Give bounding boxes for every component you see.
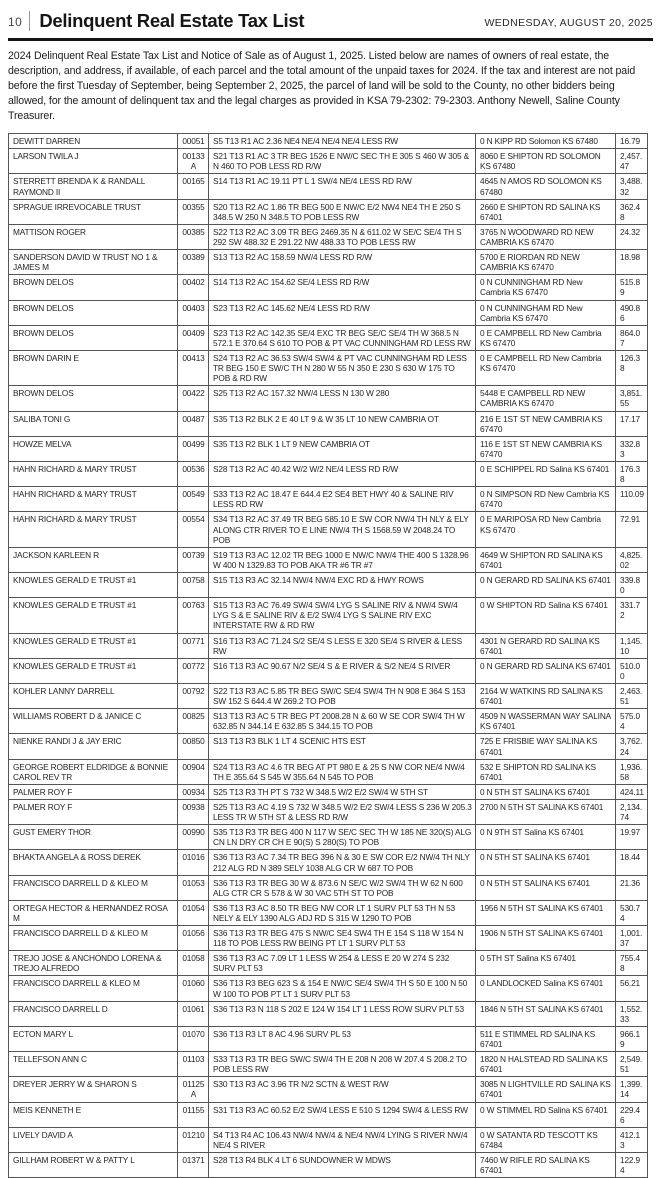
legal-description-cell: S25 T13 R3 AC 4.19 S 732 W 348.5 W/2 E/2 SW/4 LESS S 236 W 205.3 LESS TR W 5TH ST & LESS RD R/W bbox=[209, 799, 476, 824]
legal-description-cell: S23 T13 R2 AC 145.62 NE/4 LESS RD R/W bbox=[209, 300, 476, 325]
tax-amount-cell: 412.13 bbox=[616, 1127, 648, 1152]
owner-name-cell: MEIS KENNETH E bbox=[9, 1102, 178, 1127]
property-address-cell: 0 N 9TH ST Salina KS 67401 bbox=[476, 825, 616, 850]
tax-amount-cell: 515.89 bbox=[616, 275, 648, 300]
legal-description-cell: S14 T13 R2 AC 154.62 SE/4 LESS RD R/W bbox=[209, 275, 476, 300]
table-row bbox=[9, 572, 648, 597]
owner-name-cell: STERRETT BRENDA K & RANDALL RAYMOND II bbox=[9, 174, 178, 199]
owner-name-cell: TREJO JOSE & ANCHONDO LORENA & TREJO ALFREDO bbox=[9, 951, 178, 976]
tax-amount-cell: 339.80 bbox=[616, 572, 648, 597]
delinquent-tax-table bbox=[8, 133, 648, 1178]
parcel-number-cell: 00413 bbox=[178, 351, 209, 386]
parcel-number-cell: 00850 bbox=[178, 734, 209, 759]
legal-description-cell: S36 T13 R3 AC 8.50 TR BEG NW COR LT 1 SURV PLT 53 TH N 53 NELY & ELY 1390 ALG ADJ RD S 315 W 1290 TO POB bbox=[209, 900, 476, 925]
property-address-cell: 0 N 5TH ST SALINA KS 67401 bbox=[476, 850, 616, 875]
legal-description-cell: S13 T13 R3 BLK 1 LT 4 SCENIC HTS EST bbox=[209, 734, 476, 759]
owner-name-cell: BHAKTA ANGELA & ROSS DEREK bbox=[9, 850, 178, 875]
parcel-number-cell: 01054 bbox=[178, 900, 209, 925]
parcel-number-cell: 00904 bbox=[178, 759, 209, 784]
owner-name-cell: LARSON TWILA J bbox=[9, 149, 178, 174]
owner-name-cell: DEWITT DARREN bbox=[9, 134, 178, 149]
property-address-cell: 0 5TH ST Salina KS 67401 bbox=[476, 951, 616, 976]
owner-name-cell: SALIBA TONI G bbox=[9, 411, 178, 436]
table-row bbox=[9, 224, 648, 249]
tax-amount-cell: 1,552.33 bbox=[616, 1001, 648, 1026]
legal-description-cell: S4 T13 R4 AC 106.43 NW/4 NW/4 & NE/4 NW/4 LYING S RIVER NW/4 NE/4 S RIVER bbox=[209, 1127, 476, 1152]
legal-description-cell: S28 T13 R4 BLK 4 LT 6 SUNDOWNER W MDWS bbox=[209, 1153, 476, 1178]
masthead bbox=[8, 6, 653, 38]
parcel-number-cell: 01371 bbox=[178, 1153, 209, 1178]
owner-name-cell: BROWN DELOS bbox=[9, 275, 178, 300]
parcel-number-cell: 00409 bbox=[178, 325, 209, 350]
parcel-number-cell: 01070 bbox=[178, 1026, 209, 1051]
legal-description-cell: S35 T13 R2 BLK 2 E 40 LT 9 & W 35 LT 10 NEW CAMBRIA OT bbox=[209, 411, 476, 436]
tax-amount-cell: 56.21 bbox=[616, 976, 648, 1001]
legal-description-cell: S34 T13 R2 AC 37.49 TR BEG 585.10 E SW COR NW/4 TH NLY & ELY ALONG CTR RIVER TO E LINE NW/4 TH S 1568.59 W 2048.24 TO POB bbox=[209, 512, 476, 547]
table-row bbox=[9, 436, 648, 461]
owner-name-cell: FRANCISCO DARRELL & KLEO M bbox=[9, 976, 178, 1001]
notice-intro-paragraph: 2024 Delinquent Real Estate Tax List and Notice of Sale as of August 1, 2025. Listed below are names of owners of real estate, the description, and address, if available, of each parcel and the total amount of the unpaid taxes for 2024. If the tax and interest are not paid before the first Tuesday of September, being September 2, 2025, the parcel of land will be sold to the County, no other bidders being allowed, for the amount of delinquent tax and the legal charges as provided in KSA 79-2302: 79-2303. Anthony Newell, Saline County Treasurer. bbox=[8, 50, 636, 123]
property-address-cell: 2164 W WATKINS RD SALINA KS 67401 bbox=[476, 683, 616, 708]
table-row bbox=[9, 850, 648, 875]
owner-name-cell: HAHN RICHARD & MARY TRUST bbox=[9, 487, 178, 512]
table-row bbox=[9, 759, 648, 784]
legal-description-cell: S28 T13 R2 AC 40.42 W/2 W/2 NE/4 LESS RD R/W bbox=[209, 462, 476, 487]
parcel-number-cell: 00771 bbox=[178, 633, 209, 658]
parcel-number-cell: 01060 bbox=[178, 976, 209, 1001]
legal-description-cell: S21 T13 R1 AC 3 TR BEG 1526 E NW/C SEC TH E 305 S 460 W 305 & N 460 TO POB LESS RD R/W bbox=[209, 149, 476, 174]
legal-description-cell: S13 T13 R3 AC 5 TR BEG PT 2008.28 N & 60 W SE COR SW/4 TH W 632.85 N 344.14 E 632.85 S 344.15 TO POB bbox=[209, 709, 476, 734]
legal-description-cell: S16 T13 R3 AC 90.67 N/2 SE/4 S & E RIVER & S/2 NE/4 S RIVER bbox=[209, 658, 476, 683]
legal-description-cell: S13 T13 R2 AC 158.59 NW/4 LESS RD R/W bbox=[209, 250, 476, 275]
legal-description-cell: S30 T13 R3 AC 3.96 TR N/2 SCTN & WEST R/W bbox=[209, 1077, 476, 1102]
property-address-cell: 0 LANDLOCKED Salina KS 67401 bbox=[476, 976, 616, 1001]
table-row bbox=[9, 709, 648, 734]
parcel-number-cell: 00355 bbox=[178, 199, 209, 224]
parcel-number-cell: 00536 bbox=[178, 462, 209, 487]
parcel-number-cell: 01125A bbox=[178, 1077, 209, 1102]
owner-name-cell: HAHN RICHARD & MARY TRUST bbox=[9, 512, 178, 547]
table-row bbox=[9, 784, 648, 799]
table-row bbox=[9, 1102, 648, 1127]
owner-name-cell: BROWN DELOS bbox=[9, 386, 178, 411]
masthead-divider bbox=[29, 11, 30, 31]
page-number: 10 bbox=[8, 15, 23, 29]
property-address-cell: 0 N GERARD RD SALINA KS 67401 bbox=[476, 572, 616, 597]
tax-amount-cell: 755.48 bbox=[616, 951, 648, 976]
legal-description-cell: S25 T13 R2 AC 157.32 NW/4 LESS N 130 W 280 bbox=[209, 386, 476, 411]
property-address-cell: 116 E 1ST ST NEW CAMBRIA KS 67470 bbox=[476, 436, 616, 461]
tax-amount-cell: 2,549.51 bbox=[616, 1052, 648, 1077]
publication-date: WEDNESDAY, AUGUST 20, 2025 bbox=[484, 17, 653, 29]
owner-name-cell: FRANCISCO DARRELL D bbox=[9, 1001, 178, 1026]
tax-amount-cell: 122.94 bbox=[616, 1153, 648, 1178]
legal-description-cell: S19 T13 R3 AC 12.02 TR BEG 1000 E NW/C NW/4 THE 400 S 1328.96 W 400 N 1329.83 TO POB AKA TR #6 TR #7 bbox=[209, 547, 476, 572]
legal-description-cell: S15 T13 R3 AC 32.14 NW/4 NW/4 EXC RD & HWY ROWS bbox=[209, 572, 476, 597]
tax-amount-cell: 3,488.32 bbox=[616, 174, 648, 199]
tax-amount-cell: 2,134.74 bbox=[616, 799, 648, 824]
parcel-number-cell: 00825 bbox=[178, 709, 209, 734]
table-row bbox=[9, 1127, 648, 1152]
owner-name-cell: GUST EMERY THOR bbox=[9, 825, 178, 850]
tax-amount-cell: 3,762.24 bbox=[616, 734, 648, 759]
parcel-number-cell: 00133A bbox=[178, 149, 209, 174]
parcel-number-cell: 00402 bbox=[178, 275, 209, 300]
property-address-cell: 0 E CAMPBELL RD New Cambria KS 67470 bbox=[476, 325, 616, 350]
property-address-cell: 0 W STIMMEL RD Salina KS 67401 bbox=[476, 1102, 616, 1127]
table-row bbox=[9, 547, 648, 572]
property-address-cell: 0 N CUNNINGHAM RD New Cambria KS 67470 bbox=[476, 300, 616, 325]
parcel-number-cell: 00763 bbox=[178, 598, 209, 633]
table-row bbox=[9, 462, 648, 487]
property-address-cell: 4645 N AMOS RD SOLOMON KS 67480 bbox=[476, 174, 616, 199]
legal-description-cell: S24 T13 R3 AC 4.6 TR BEG AT PT 980 E & 25 S NW COR NE/4 NW/4 TH E 355.64 S 545 W 355.64 N 545 TO POB bbox=[209, 759, 476, 784]
table-row bbox=[9, 598, 648, 633]
tax-amount-cell: 2,463.51 bbox=[616, 683, 648, 708]
table-row bbox=[9, 300, 648, 325]
property-address-cell: 2700 N 5TH ST SALINA KS 67401 bbox=[476, 799, 616, 824]
owner-name-cell: PALMER ROY F bbox=[9, 784, 178, 799]
legal-description-cell: S24 T13 R2 AC 36.53 SW/4 SW/4 & PT VAC CUNNINGHAM RD LESS TR BEG 150 E SW/C TH N 280 W 55 N 350 E 230 S 630 W 175 TO POB & RD RW bbox=[209, 351, 476, 386]
tax-amount-cell: 1,145.10 bbox=[616, 633, 648, 658]
tax-amount-cell: 110.09 bbox=[616, 487, 648, 512]
table-row bbox=[9, 734, 648, 759]
table-row bbox=[9, 1052, 648, 1077]
property-address-cell: 0 W SHIPTON RD Salina KS 67401 bbox=[476, 598, 616, 633]
owner-name-cell: WILLIAMS ROBERT D & JANICE C bbox=[9, 709, 178, 734]
legal-description-cell: S16 T13 R3 AC 71.24 S/2 SE/4 S LESS E 320 SE/4 S RIVER & LESS RW bbox=[209, 633, 476, 658]
owner-name-cell: ECTON MARY L bbox=[9, 1026, 178, 1051]
owner-name-cell: TELLEFSON ANN C bbox=[9, 1052, 178, 1077]
table-row bbox=[9, 1153, 648, 1178]
table-row bbox=[9, 900, 648, 925]
parcel-number-cell: 01061 bbox=[178, 1001, 209, 1026]
owner-name-cell: SPRAGUE IRREVOCABLE TRUST bbox=[9, 199, 178, 224]
legal-description-cell: S36 T13 R3 AC 7.34 TR BEG 396 N & 30 E SW COR E/2 NW/4 TH NLY 212 ALG RD N 389 SELY 1038 ALG CR W 687 TO POB bbox=[209, 850, 476, 875]
property-address-cell: 1846 N 5TH ST SALINA KS 67401 bbox=[476, 1001, 616, 1026]
owner-name-cell: DREYER JERRY W & SHARON S bbox=[9, 1077, 178, 1102]
legal-description-cell: S35 T13 R2 BLK 1 LT 9 NEW CAMBRIA OT bbox=[209, 436, 476, 461]
property-address-cell: 216 E 1ST ST NEW CAMBRIA KS 67470 bbox=[476, 411, 616, 436]
tax-table-body bbox=[9, 134, 648, 1178]
tax-amount-cell: 530.74 bbox=[616, 900, 648, 925]
legal-description-cell: S36 T13 R3 BEG 623 S & 154 E NW/C SE/4 SW/4 TH S 50 E 100 N 50 W 100 TO POB PT LT 1 SURV PLT 53 bbox=[209, 976, 476, 1001]
tax-amount-cell: 490.86 bbox=[616, 300, 648, 325]
parcel-number-cell: 00938 bbox=[178, 799, 209, 824]
property-address-cell: 3085 N LIGHTVILLE RD SALINA KS 67401 bbox=[476, 1077, 616, 1102]
parcel-number-cell: 01058 bbox=[178, 951, 209, 976]
tax-amount-cell: 575.04 bbox=[616, 709, 648, 734]
table-row bbox=[9, 487, 648, 512]
owner-name-cell: KOHLER LANNY DARRELL bbox=[9, 683, 178, 708]
owner-name-cell: PALMER ROY F bbox=[9, 799, 178, 824]
tax-amount-cell: 17.17 bbox=[616, 411, 648, 436]
parcel-number-cell: 00499 bbox=[178, 436, 209, 461]
legal-description-cell: S36 T13 R3 TR BEG 30 W & 873.6 N SE/C W/2 SW/4 TH W 62 N 600 ALG CTR CR S 578 & W 30 VAC 5TH ST TO POB bbox=[209, 875, 476, 900]
parcel-number-cell: 00403 bbox=[178, 300, 209, 325]
legal-description-cell: S23 T13 R2 AC 142.35 SE/4 EXC TR BEG SE/C SE/4 TH W 368.5 N 572.1 E 370.64 S 610 TO POB & PT VAC CUNNINGHAM RD LESS RW bbox=[209, 325, 476, 350]
tax-amount-cell: 510.00 bbox=[616, 658, 648, 683]
table-row bbox=[9, 174, 648, 199]
property-address-cell: 511 E STIMMEL RD SALINA KS 67401 bbox=[476, 1026, 616, 1051]
parcel-number-cell: 00758 bbox=[178, 572, 209, 597]
property-address-cell: 8060 E SHIPTON RD SOLOMON KS 67480 bbox=[476, 149, 616, 174]
tax-amount-cell: 424.11 bbox=[616, 784, 648, 799]
masthead-rule bbox=[8, 38, 653, 41]
owner-name-cell: ORTEGA HECTOR & HERNANDEZ ROSA M bbox=[9, 900, 178, 925]
owner-name-cell: MATTISON ROGER bbox=[9, 224, 178, 249]
tax-amount-cell: 3,851.55 bbox=[616, 386, 648, 411]
owner-name-cell: HAHN RICHARD & MARY TRUST bbox=[9, 462, 178, 487]
table-row bbox=[9, 875, 648, 900]
property-address-cell: 2660 E SHIPTON RD SALINA KS 67401 bbox=[476, 199, 616, 224]
tax-amount-cell: 19.97 bbox=[616, 825, 648, 850]
table-row bbox=[9, 799, 648, 824]
property-address-cell: 1956 N 5TH ST SALINA KS 67401 bbox=[476, 900, 616, 925]
tax-amount-cell: 4,825.02 bbox=[616, 547, 648, 572]
owner-name-cell: BROWN DELOS bbox=[9, 325, 178, 350]
parcel-number-cell: 00165 bbox=[178, 174, 209, 199]
table-row bbox=[9, 134, 648, 149]
parcel-number-cell: 00554 bbox=[178, 512, 209, 547]
table-row bbox=[9, 825, 648, 850]
property-address-cell: 725 E FRISBIE WAY SALINA KS 67401 bbox=[476, 734, 616, 759]
parcel-number-cell: 00934 bbox=[178, 784, 209, 799]
owner-name-cell: FRANCISCO DARRELL D & KLEO M bbox=[9, 926, 178, 951]
tax-amount-cell: 126.38 bbox=[616, 351, 648, 386]
property-address-cell: 0 N 5TH ST SALINA KS 67401 bbox=[476, 875, 616, 900]
owner-name-cell: GILLHAM ROBERT W & PATTY L bbox=[9, 1153, 178, 1178]
property-address-cell: 4509 N WASSERMAN WAY SALINA KS 67401 bbox=[476, 709, 616, 734]
property-address-cell: 0 E SCHIPPEL RD Salina KS 67401 bbox=[476, 462, 616, 487]
owner-name-cell: NIENKE RANDI J & JAY ERIC bbox=[9, 734, 178, 759]
tax-amount-cell: 1,936.58 bbox=[616, 759, 648, 784]
parcel-number-cell: 00772 bbox=[178, 658, 209, 683]
legal-description-cell: S36 T13 R3 TR BEG 475 S NW/C SE4 SW4 TH E 154 S 118 W 154 N 118 TO POB LESS RW BEING PT LT 1 SURV PLT 53 bbox=[209, 926, 476, 951]
table-row bbox=[9, 386, 648, 411]
tax-amount-cell: 1,399.14 bbox=[616, 1077, 648, 1102]
table-row bbox=[9, 512, 648, 547]
property-address-cell: 0 N CUNNINGHAM RD New Cambria KS 67470 bbox=[476, 275, 616, 300]
owner-name-cell: LIVELY DAVID A bbox=[9, 1127, 178, 1152]
table-row bbox=[9, 976, 648, 1001]
parcel-number-cell: 00739 bbox=[178, 547, 209, 572]
owner-name-cell: KNOWLES GERALD E TRUST #1 bbox=[9, 598, 178, 633]
tax-amount-cell: 229.46 bbox=[616, 1102, 648, 1127]
tax-amount-cell: 2,457.47 bbox=[616, 149, 648, 174]
property-address-cell: 3765 N WOODWARD RD NEW CAMBRIA KS 67470 bbox=[476, 224, 616, 249]
parcel-number-cell: 00990 bbox=[178, 825, 209, 850]
tax-amount-cell: 362.48 bbox=[616, 199, 648, 224]
table-row bbox=[9, 683, 648, 708]
owner-name-cell: BROWN DARIN E bbox=[9, 351, 178, 386]
tax-amount-cell: 16.79 bbox=[616, 134, 648, 149]
owner-name-cell: FRANCISCO DARRELL D & KLEO M bbox=[9, 875, 178, 900]
owner-name-cell: JACKSON KARLEEN R bbox=[9, 547, 178, 572]
parcel-number-cell: 01155 bbox=[178, 1102, 209, 1127]
parcel-number-cell: 00051 bbox=[178, 134, 209, 149]
property-address-cell: 7460 W RIFLE RD SALINA KS 67401 bbox=[476, 1153, 616, 1178]
tax-amount-cell: 176.38 bbox=[616, 462, 648, 487]
property-address-cell: 0 N GERARD RD SALINA KS 67401 bbox=[476, 658, 616, 683]
owner-name-cell: GEORGE ROBERT ELDRIDGE & BONNIE CAROL REV TR bbox=[9, 759, 178, 784]
tax-amount-cell: 18.98 bbox=[616, 250, 648, 275]
property-address-cell: 1906 N 5TH ST SALINA KS 67401 bbox=[476, 926, 616, 951]
parcel-number-cell: 01056 bbox=[178, 926, 209, 951]
tax-amount-cell: 864.07 bbox=[616, 325, 648, 350]
tax-amount-cell: 24.32 bbox=[616, 224, 648, 249]
legal-description-cell: S33 T13 R3 TR BEG SW/C SW/4 TH E 208 N 208 W 207.4 S 208.2 TO POB LESS RW bbox=[209, 1052, 476, 1077]
legal-description-cell: S14 T13 R1 AC 19.11 PT L 1 SW/4 NE/4 LESS RD R/W bbox=[209, 174, 476, 199]
table-row bbox=[9, 149, 648, 174]
table-row bbox=[9, 633, 648, 658]
property-address-cell: 0 N SIMPSON RD New Cambria KS 67470 bbox=[476, 487, 616, 512]
parcel-number-cell: 00549 bbox=[178, 487, 209, 512]
legal-description-cell: S15 T13 R3 AC 76.49 SW/4 SW/4 LYG S SALINE RIV & NW/4 SW/4 LYG S & E SALINE RIV & E/2 SW/4 LYG S SALINE RIV EXC INTERSTATE RW & RD RW bbox=[209, 598, 476, 633]
owner-name-cell: BROWN DELOS bbox=[9, 300, 178, 325]
tax-amount-cell: 332.83 bbox=[616, 436, 648, 461]
parcel-number-cell: 01016 bbox=[178, 850, 209, 875]
legal-description-cell: S20 T13 R2 AC 1.86 TR BEG 500 E NW/C E/2 NW4 NE4 TH E 250 S 348.5 W 250 N 348.5 TO POB LESS RW bbox=[209, 199, 476, 224]
property-address-cell: 0 E CAMPBELL RD New Cambria KS 67470 bbox=[476, 351, 616, 386]
property-address-cell: 0 W SATANTA RD TESCOTT KS 67484 bbox=[476, 1127, 616, 1152]
owner-name-cell: SANDERSON DAVID W TRUST NO 1 & JAMES M bbox=[9, 250, 178, 275]
property-address-cell: 4301 N GERARD RD SALINA KS 67401 bbox=[476, 633, 616, 658]
table-row bbox=[9, 351, 648, 386]
page-title: Delinquent Real Estate Tax List bbox=[39, 10, 305, 31]
table-row bbox=[9, 951, 648, 976]
legal-description-cell: S25 T13 R3 TH PT S 732 W 348.5 W/2 E/2 SW/4 W 5TH ST bbox=[209, 784, 476, 799]
parcel-number-cell: 00792 bbox=[178, 683, 209, 708]
legal-description-cell: S33 T13 R2 AC 18.47 E 644.4 E2 SE4 BET HWY 40 & SALINE RIV LESS RD RW bbox=[209, 487, 476, 512]
parcel-number-cell: 00487 bbox=[178, 411, 209, 436]
property-address-cell: 0 N KIPP RD Solomon KS 67480 bbox=[476, 134, 616, 149]
legal-description-cell: S22 T13 R2 AC 3.09 TR BEG 2469.35 N & 611.02 W SE/C SE/4 TH S 292 SW 488.32 E 291.22 NW 488.33 TO POB LESS RW bbox=[209, 224, 476, 249]
table-row bbox=[9, 250, 648, 275]
table-row bbox=[9, 1077, 648, 1102]
tax-amount-cell: 72.91 bbox=[616, 512, 648, 547]
legal-description-cell: S22 T13 R3 AC 5.85 TR BEG SW/C SE/4 SW/4 TH N 908 E 364 S 153 SW 152 S 644.4 W 269.2 TO POB bbox=[209, 683, 476, 708]
legal-description-cell: S31 T13 R3 AC 60.52 E/2 SW/4 LESS E 510 S 1294 SW/4 & LESS RW bbox=[209, 1102, 476, 1127]
table-row bbox=[9, 1026, 648, 1051]
legal-description-cell: S36 T13 R3 AC 7.09 LT 1 LESS W 254 & LESS E 20 W 274 S 232 SURV PLT 53 bbox=[209, 951, 476, 976]
property-address-cell: 0 N 5TH ST SALINA KS 67401 bbox=[476, 784, 616, 799]
table-row bbox=[9, 199, 648, 224]
parcel-number-cell: 01053 bbox=[178, 875, 209, 900]
property-address-cell: 1820 N HALSTEAD RD SALINA KS 67401 bbox=[476, 1052, 616, 1077]
parcel-number-cell: 00422 bbox=[178, 386, 209, 411]
parcel-number-cell: 00389 bbox=[178, 250, 209, 275]
parcel-number-cell: 01210 bbox=[178, 1127, 209, 1152]
owner-name-cell: KNOWLES GERALD E TRUST #1 bbox=[9, 572, 178, 597]
property-address-cell: 4649 W SHIPTON RD SALINA KS 67401 bbox=[476, 547, 616, 572]
owner-name-cell: KNOWLES GERALD E TRUST #1 bbox=[9, 633, 178, 658]
table-row bbox=[9, 275, 648, 300]
property-address-cell: 0 E MARIPOSA RD New Cambria KS 67470 bbox=[476, 512, 616, 547]
table-row bbox=[9, 411, 648, 436]
legal-description-cell: S35 T13 R3 TR BEG 400 N 117 W SE/C SEC TH W 185 NE 320(S) ALG CN LN DRY CR CH E 90(S) S 280(S) TO POB bbox=[209, 825, 476, 850]
table-row bbox=[9, 1001, 648, 1026]
parcel-number-cell: 01103 bbox=[178, 1052, 209, 1077]
owner-name-cell: HOWZE MELVA bbox=[9, 436, 178, 461]
table-row bbox=[9, 325, 648, 350]
table-row bbox=[9, 926, 648, 951]
parcel-number-cell: 00385 bbox=[178, 224, 209, 249]
property-address-cell: 5448 E CAMPBELL RD NEW CAMBRIA KS 67470 bbox=[476, 386, 616, 411]
tax-amount-cell: 21.36 bbox=[616, 875, 648, 900]
tax-amount-cell: 331.72 bbox=[616, 598, 648, 633]
tax-amount-cell: 1,001.37 bbox=[616, 926, 648, 951]
tax-amount-cell: 18.44 bbox=[616, 850, 648, 875]
property-address-cell: 532 E SHIPTON RD SALINA KS 67401 bbox=[476, 759, 616, 784]
property-address-cell: 5700 E RIORDAN RD NEW CAMBRIA KS 67470 bbox=[476, 250, 616, 275]
tax-amount-cell: 966.19 bbox=[616, 1026, 648, 1051]
owner-name-cell: KNOWLES GERALD E TRUST #1 bbox=[9, 658, 178, 683]
legal-description-cell: S36 T13 R3 N 118 S 202 E 124 W 154 LT 1 LESS ROW SURV PLT 53 bbox=[209, 1001, 476, 1026]
legal-description-cell: S5 T13 R1 AC 2.36 NE4 NE/4 NE/4 NE/4 LESS RW bbox=[209, 134, 476, 149]
table-row bbox=[9, 658, 648, 683]
legal-description-cell: S36 T13 R3 LT 8 AC 4.96 SURV PL 53 bbox=[209, 1026, 476, 1051]
